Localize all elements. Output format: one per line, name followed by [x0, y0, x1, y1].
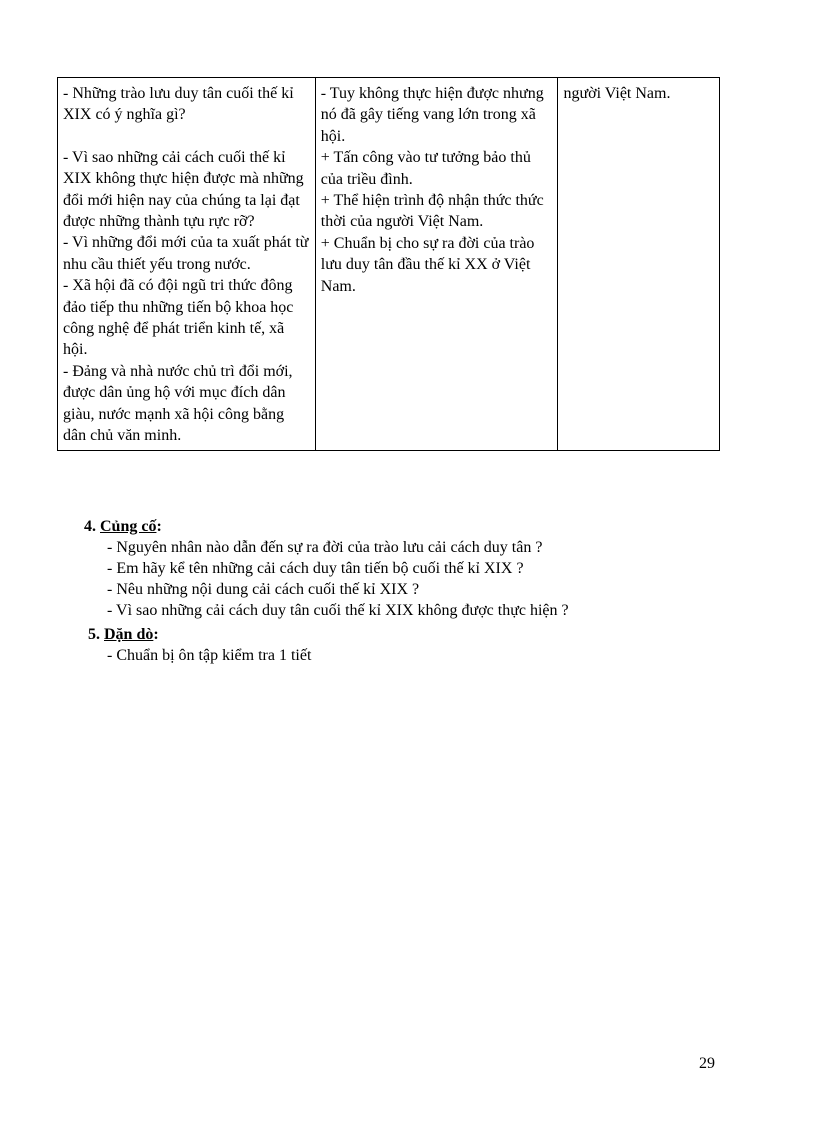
- cell-blank-line: [63, 126, 310, 147]
- table-row: [58, 78, 720, 451]
- cell-paragraph: - Đảng và nhà nước chủ trì đổi mới, được dân ủng hộ với mục đích dân giàu, nước mạnh xã hội công bằng dân chủ văn minh.: [63, 362, 293, 445]
- section-colon: :: [156, 518, 162, 535]
- cell-paragraph: - Xã hội đã có đội ngũ tri thức đông đảo tiếp thu những tiến bộ khoa học công nghệ để phát triển kinh tế, xã hội.: [63, 277, 294, 359]
- list-item: - Chuẩn bị ôn tập kiểm tra 1 tiết: [107, 647, 312, 664]
- cell-paragraph: - Vì những đổi mới của ta xuất phát từ nhu cầu thiết yếu trong nước.: [63, 234, 309, 273]
- section-number: 4.: [84, 518, 96, 535]
- list-item: - Nêu những nội dung cải cách cuối thế kỉ XIX ?: [107, 581, 420, 598]
- list-item: - Vì sao những cải cách duy tân cuối thế kỉ XIX không được thực hiện ?: [107, 602, 569, 619]
- list-item: - Em hãy kể tên những cải cách duy tân tiến bộ cuối thế kỉ XIX ?: [107, 560, 524, 577]
- section-colon: :: [153, 626, 159, 643]
- section-label: Dặn dò: [104, 626, 154, 643]
- cell-paragraph: + Tấn công vào tư tưởng bảo thủ của triều đình.: [320, 149, 531, 188]
- cell-paragraph: người Việt Nam.: [563, 85, 671, 102]
- section-label: Củng cố: [100, 518, 157, 535]
- table-cell-notes: [558, 78, 720, 451]
- section-number: 5.: [88, 626, 100, 643]
- section-title: [84, 516, 569, 537]
- page-number: 29: [699, 1055, 715, 1072]
- section-title: [88, 624, 311, 645]
- section-consolidation: [84, 516, 569, 621]
- table-cell-significance: [315, 78, 558, 451]
- cell-paragraph: + Chuẩn bị cho sự ra đời của trào lưu duy tân đầu thế kỉ XX ở Việt Nam.: [320, 234, 535, 295]
- cell-paragraph: - Những trào lưu duy tân cuối thế kỉ XIX có ý nghĩa gì?: [63, 85, 294, 124]
- cell-paragraph: - Vì sao những cải cách cuối thế kỉ XIX không thực hiện được mà những đổi mới hiện nay của chúng ta lại đạt được những thành tựu rực rỡ?: [63, 148, 304, 231]
- table-cell-questions: [58, 78, 316, 451]
- list-item: - Nguyên nhân nào dẫn đến sự ra đời của trào lưu cải cách duy tân ?: [107, 539, 543, 556]
- content-table: [57, 77, 720, 451]
- section-homework: [88, 624, 311, 666]
- cell-paragraph: + Thể hiện trình độ nhận thức thức thời của người Việt Nam.: [320, 192, 544, 231]
- cell-paragraph: - Tuy không thực hiện được nhưng nó đã gây tiếng vang lớn trong xã hội.: [320, 85, 544, 145]
